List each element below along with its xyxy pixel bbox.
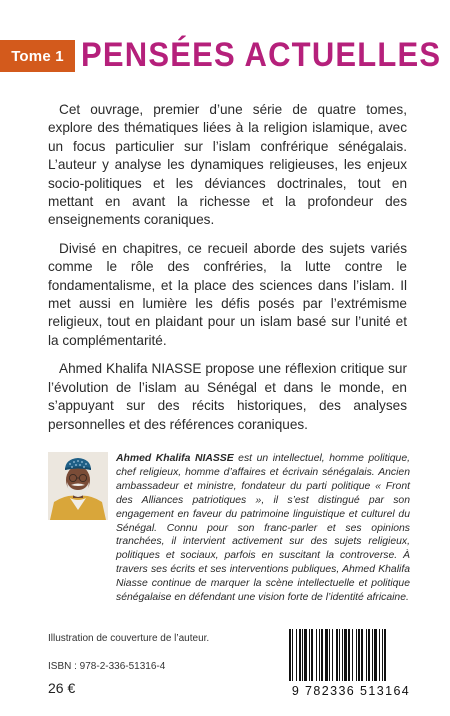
- author-bio: [116, 452, 410, 605]
- book-title: PENSÉES ACTUELLES: [81, 34, 442, 75]
- barcode-bars: [281, 629, 421, 683]
- barcode: [281, 629, 421, 699]
- blurb-paragraph: Divisé en chapitres, ce recueil aborde des sujets variés comme le rôle des confréries, la lutte contre le fondamentalisme, et la place des sciences dans l’islam. Il met aussi en lumière les défis posés par l’extrémisme religieux, tout en plaidant pour un islam basé sur l’unité et la complémentarité.: [48, 240, 407, 348]
- blurb-paragraph: Ahmed Khalifa NIASSE propose une réflexion critique sur l’évolution de l’islam au Sénégal et dans le monde, en s’appuyant sur des récits historiques, des analyses personnelles et des références coraniques.: [48, 361, 407, 432]
- author-photo: [48, 452, 108, 520]
- isbn: ISBN : 978-2-336-51316-4: [48, 661, 166, 672]
- tome-badge: [0, 40, 75, 72]
- back-cover-blurb: [48, 101, 407, 444]
- author-name: Ahmed Khalifa NIASSE: [116, 453, 234, 464]
- barcode-number: 9 782336 513164: [291, 684, 411, 698]
- author-portrait-image: [48, 452, 108, 520]
- tome-label: Tome 1: [11, 47, 64, 65]
- author-bio-text: est un intellectuel, homme politique, chef religieux, homme d’affaires et écrivain sénégalais. Ancien ambassadeur et ministre, fondateur du parti politique « Front des Alliances patriotiques », il s’est distingué par son engagement en faveur du patrimoine linguistique et culturel du Sénégal. Connu pour son franc-parler et ses opinions tranchées, il intervient activement sur des sujets religieux, politiques et sociaux, parfois en suscitant la controverse. À travers ses écrits et ses interventions publiques, Ahmed Khalifa Niasse continue de marquer la scène intellectuelle et politique sénégalaise en défendant une vision forte de l’identité africaine.: [116, 453, 410, 604]
- price: 26 €: [48, 680, 76, 696]
- illustration-credit: Illustration de couverture de l’auteur.: [48, 633, 210, 644]
- blurb-paragraph: Cet ouvrage, premier d’une série de quatre tomes, explore des thématiques liées à la religion islamique, avec un focus particulier sur l’islam confrérique sénégalais. L’auteur y analyse les dynamiques religieuses, les enjeux socio-politiques et les déviances doctrinales, tout en mettant en avant la richesse et la profondeur des enseignements coraniques.: [48, 102, 407, 228]
